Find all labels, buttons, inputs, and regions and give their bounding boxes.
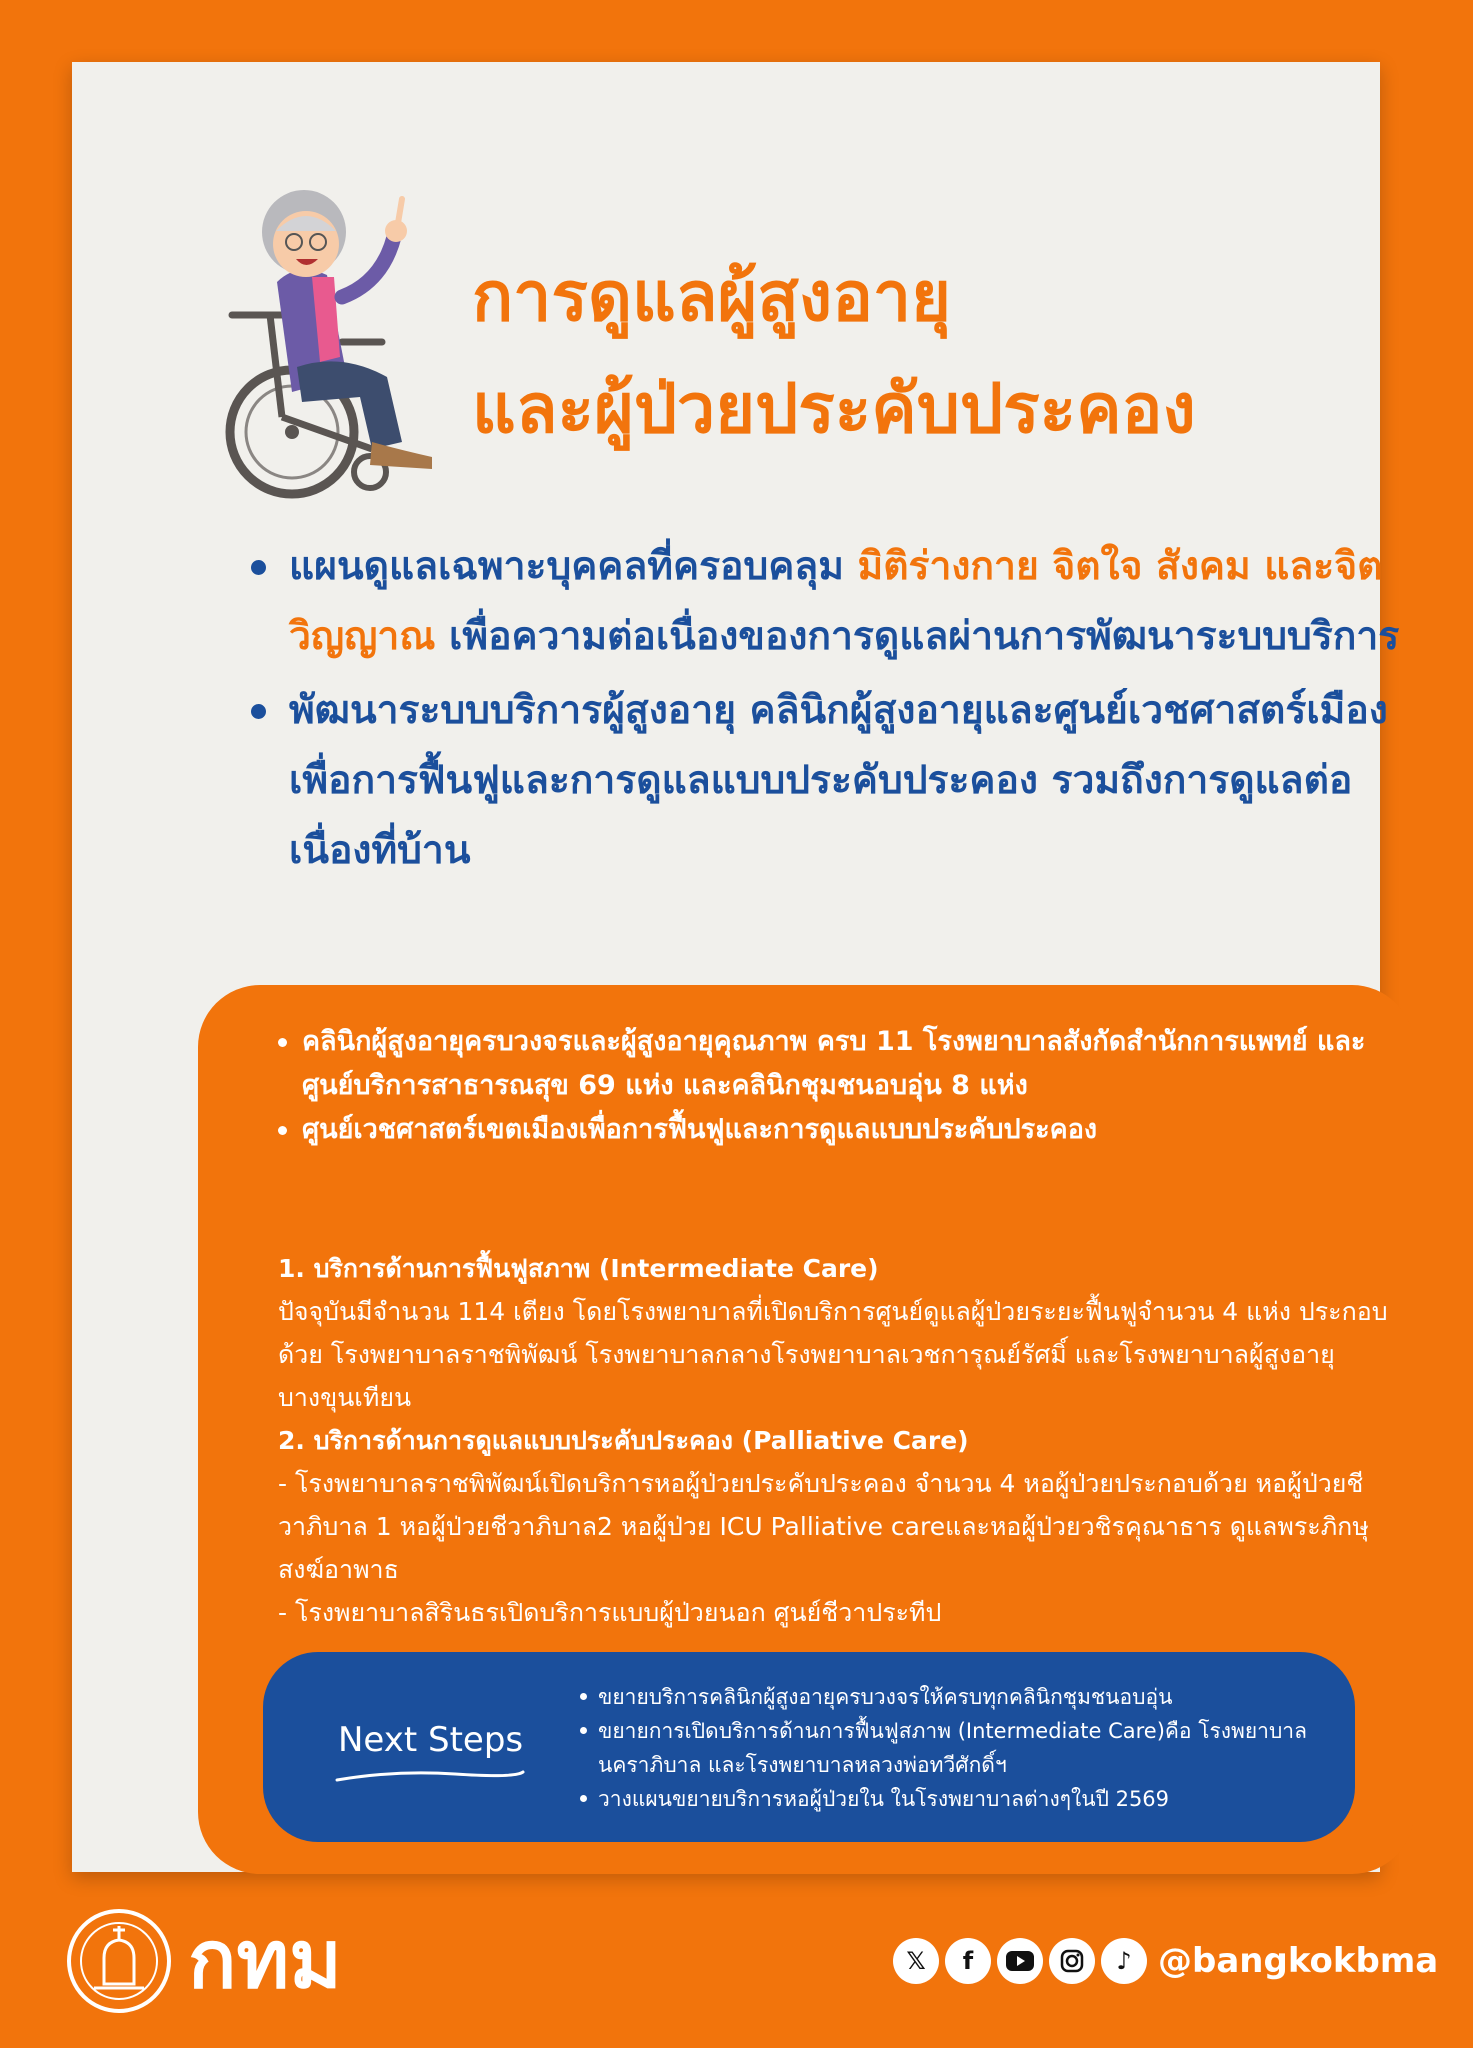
panel-bullet-2: ศูนย์เวชศาสตร์เขตเมืองเพื่อการฟื้นฟูและการดูแลแบบประคับประคอง xyxy=(278,1108,1388,1152)
next-steps-list xyxy=(578,1680,1338,1816)
next-step-item: ขยายการเปิดบริการด้านการฟื้นฟูสภาพ (Intermediate Care)คือ โรงพยาบาลนคราภิบาล และโรงพยาบาลหลวงพ่อทวีศักดิ์ฯ xyxy=(578,1714,1338,1782)
bullet-dot xyxy=(278,1038,287,1047)
section-1-heading: 1. บริการด้านการฟื้นฟูสภาพ (Intermediate Care) xyxy=(278,1254,879,1283)
bullet-dot xyxy=(580,1727,587,1734)
elderly-wheelchair-illustration xyxy=(222,187,462,507)
service-details xyxy=(278,1247,1388,1634)
section-1-body: ปัจจุบันมีจำนวน 114 เตียง โดยโรงพยาบาลที่เปิดบริการศูนย์ดูแลผู้ป่วยระยะฟื้นฟูจำนวน 4 แห่ง ประกอบด้วย โรงพยาบาลราชพิพัฒน์ โรงพยาบาลกลางโรงพยาบาลเวชการุณย์รัศมิ์ และโรงพยาบาลผู้สูงอายุบางขุนเทียน xyxy=(278,1297,1388,1412)
bullet-dot xyxy=(251,704,266,719)
panel-bullet-1: คลินิกผู้สูงอายุครบวงจรและผู้สูงอายุคุณภาพ ครบ 11 โรงพยาบาลสังกัดสำนักการแพทย์ และ ศูนย์บริการสาธารณสุข 69 แห่ง และคลินิกชุมชนอบอุ่น 8 แห่ง xyxy=(278,1020,1388,1108)
instagram-icon[interactable] xyxy=(1049,1938,1095,1984)
social-icons xyxy=(893,1938,1147,1984)
section-2-line-2: - โรงพยาบาลสิรินธรเปิดบริการแบบผู้ป่วยนอก ศูนย์ชีวาประทีป xyxy=(278,1598,942,1627)
section-2-heading: 2. บริการด้านการดูแลแบบประคับประคอง (Palliative Care) xyxy=(278,1426,969,1455)
brush-underline xyxy=(335,1766,525,1786)
poster-paper xyxy=(72,62,1400,1872)
youtube-icon[interactable] xyxy=(997,1938,1043,1984)
bullet-dot xyxy=(580,1795,587,1802)
poster-title xyxy=(472,242,1432,466)
services-panel xyxy=(198,985,1414,1874)
title-line-1: การดูแลผู้สูงอายุ xyxy=(472,258,951,337)
bma-wordmark: กทม xyxy=(188,1913,342,2006)
intro-list xyxy=(247,532,1417,890)
social-handle[interactable]: @bangkokbma xyxy=(1158,1941,1439,1981)
bullet-dot xyxy=(251,560,266,575)
title-line-2: และผู้ป่วยประคับประคอง xyxy=(472,370,1196,449)
next-step-item: ขยายบริการคลินิกผู้สูงอายุครบวงจรให้ครบทุกคลินิกชุมชนอบอุ่น xyxy=(578,1680,1338,1714)
highlight-text: มิติร่างกาย จิตใจ สังคม และจิตวิญญาณ xyxy=(289,544,1383,659)
next-step-item: วางแผนขยายบริการหอผู้ป่วยใน ในโรงพยาบาลต่างๆในปี 2569 xyxy=(578,1782,1338,1816)
section-2-line-1: - โรงพยาบาลราชพิพัฒน์เปิดบริการหอผู้ป่วยประคับประคอง จำนวน 4 หอผู้ป่วยประกอบด้วย หอผู้ป่วยชีวาภิบาล 1 หอผู้ป่วยชีวาภิบาล2 หอผู้ป่วย ICU Palliative careและหอผู้ป่วยวชิรคุณาธาร ดูแลพระภิกษุสงฆ์อาพาธ xyxy=(278,1469,1369,1584)
next-steps-title: Next Steps xyxy=(338,1720,524,1760)
tiktok-icon[interactable]: ♪ xyxy=(1101,1938,1147,1984)
panel-bullets xyxy=(278,1020,1388,1152)
bma-seal-logo xyxy=(64,1906,174,2016)
facebook-icon[interactable]: f xyxy=(945,1938,991,1984)
next-steps-box xyxy=(263,1652,1355,1842)
bullet-dot xyxy=(580,1693,587,1700)
bullet-dot xyxy=(278,1126,287,1135)
intro-bullet-2: พัฒนาระบบบริการผู้สูงอายุ คลินิกผู้สูงอายุและศูนย์เวชศาสตร์เมืองเพื่อการฟื้นฟูและการดูแลแบบประคับประคอง รวมถึงการดูแลต่อเนื่องที่บ้าน xyxy=(247,676,1417,886)
x-icon[interactable]: 𝕏 xyxy=(893,1938,939,1984)
intro-bullet-1: แผนดูแลเฉพาะบุคคลที่ครอบคลุม มิติร่างกาย จิตใจ สังคม และจิตวิญญาณ เพื่อความต่อเนื่องของการดูแลผ่านการพัฒนาระบบบริการ xyxy=(247,532,1417,672)
